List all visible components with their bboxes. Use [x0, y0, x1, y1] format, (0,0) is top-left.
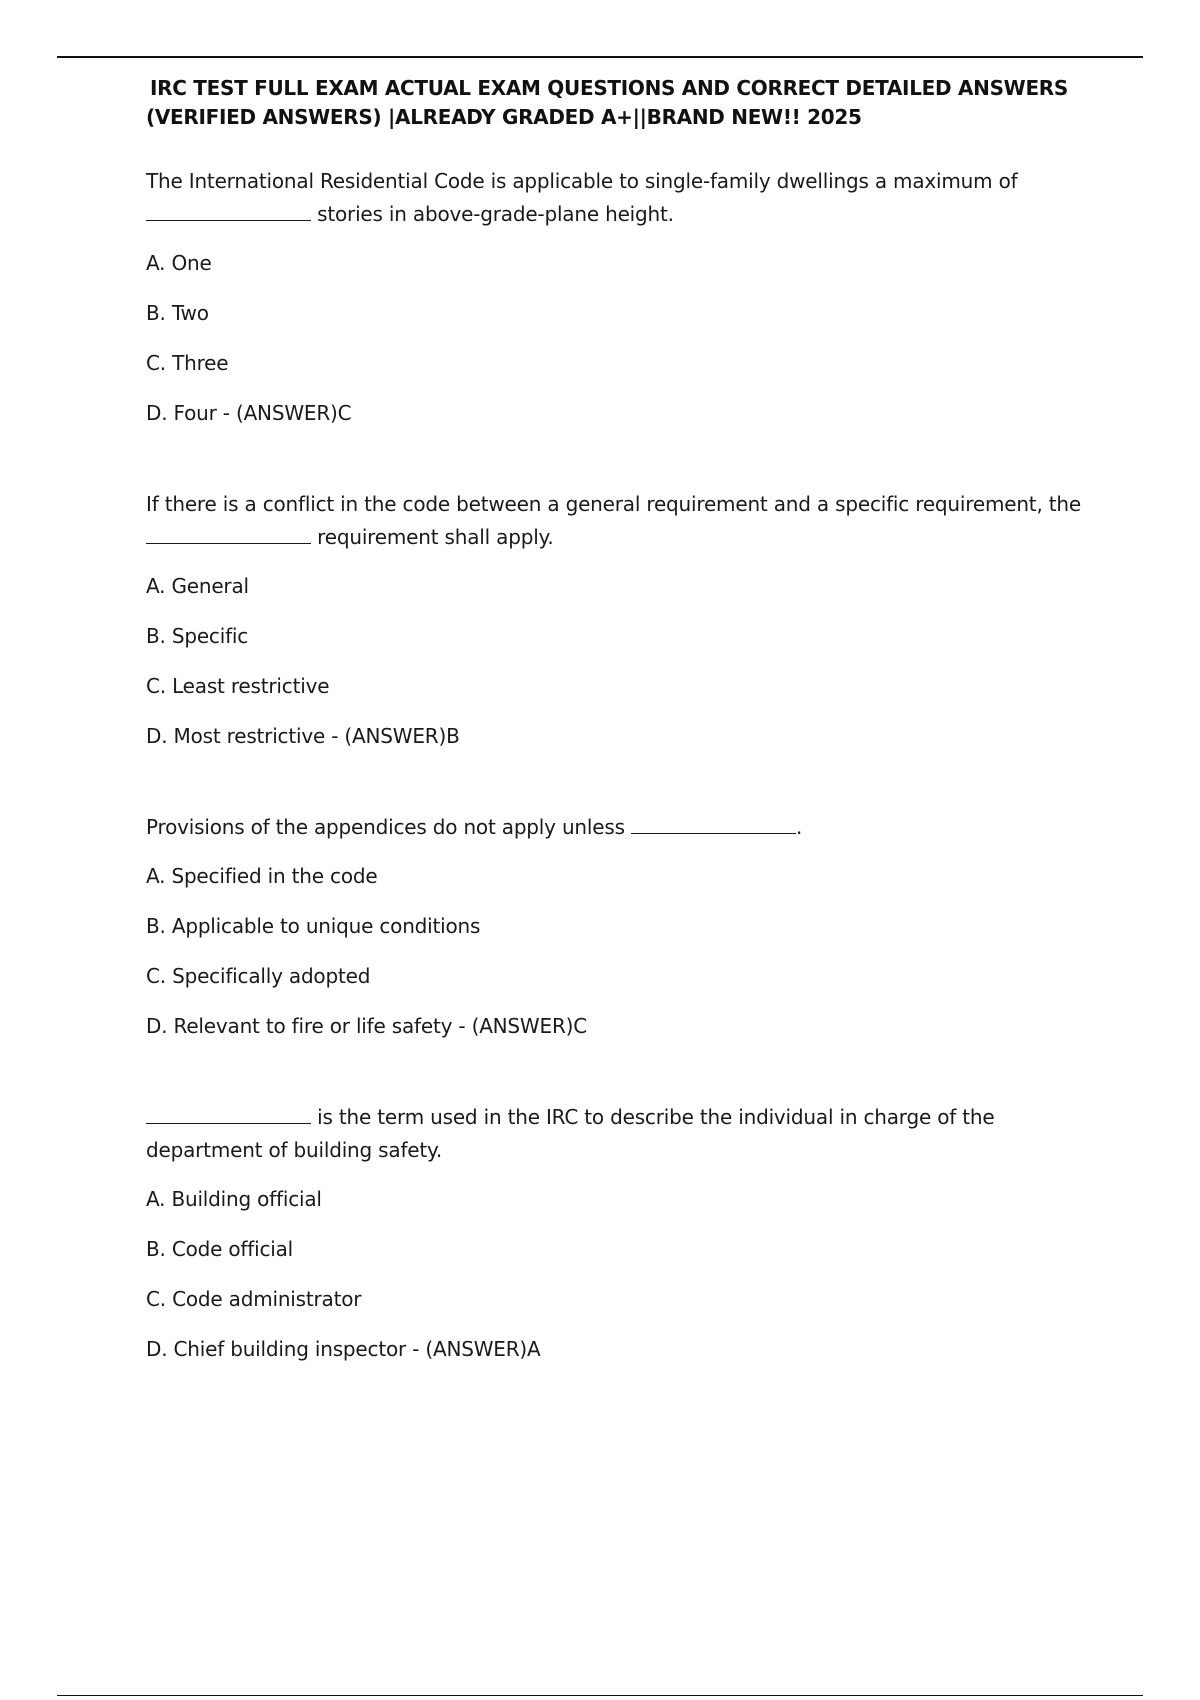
option-d-with-answer: D. Most restrictive - (ANSWER)B	[146, 724, 460, 748]
answer-blank	[146, 1105, 311, 1124]
option-b: B. Two	[146, 301, 209, 325]
answer-options	[146, 571, 1086, 751]
option-a: A. One	[146, 251, 212, 275]
question-2	[146, 488, 1086, 751]
document-title-line-1: IRC TEST FULL EXAM ACTUAL EXAM QUESTIONS AND CORRECT DETAILED ANSWERS	[150, 76, 1069, 100]
option-c: C. Code administrator	[146, 1287, 362, 1311]
answer-options	[146, 1184, 1086, 1364]
question-text-after-blank: stories in above-grade-plane height.	[311, 202, 674, 226]
question-4	[146, 1101, 1086, 1364]
question-text-before-blank: Provisions of the appendices do not apply unless	[146, 815, 631, 839]
answer-blank	[631, 815, 796, 834]
question-text-after-blank: .	[795, 815, 803, 839]
option-a: A. Specified in the code	[146, 864, 378, 888]
option-d-with-answer: D. Relevant to fire or life safety - (ANSWER)C	[146, 1014, 588, 1038]
option-b: B. Applicable to unique conditions	[146, 914, 481, 938]
answer-options	[146, 861, 1086, 1041]
question-3	[146, 811, 1086, 1041]
document-body	[146, 74, 1086, 1384]
question-text	[146, 1101, 1086, 1167]
question-text-before-blank: If there is a conflict in the code between a general requirement and a specific requirement, the	[146, 492, 1081, 516]
option-a: A. General	[146, 574, 249, 598]
option-a: A. Building official	[146, 1187, 322, 1211]
document-title-line-2: (VERIFIED ANSWERS) |ALREADY GRADED A+||BRAND NEW!! 2025	[146, 105, 862, 129]
document-title	[146, 74, 1086, 132]
question-1	[146, 165, 1086, 428]
option-c: C. Least restrictive	[146, 674, 330, 698]
bottom-divider	[57, 1695, 1143, 1696]
question-text	[146, 488, 1086, 554]
question-text	[146, 811, 1086, 844]
question-text-after-blank: requirement shall apply.	[311, 525, 554, 549]
option-b: B. Code official	[146, 1237, 294, 1261]
option-b: B. Specific	[146, 624, 249, 648]
option-c: C. Three	[146, 351, 229, 375]
option-d-with-answer: D. Four - (ANSWER)C	[146, 401, 352, 425]
answer-blank	[146, 202, 311, 221]
option-c: C. Specifically adopted	[146, 964, 371, 988]
question-text-after-blank: is the term used in the IRC to describe the individual in charge of the department of building safety.	[146, 1105, 995, 1162]
question-text	[146, 165, 1086, 231]
top-divider	[57, 56, 1143, 58]
option-d-with-answer: D. Chief building inspector - (ANSWER)A	[146, 1337, 541, 1361]
question-text-before-blank: The International Residential Code is applicable to single-family dwellings a maximum of	[146, 169, 1018, 193]
answer-blank	[146, 525, 311, 544]
answer-options	[146, 248, 1086, 428]
